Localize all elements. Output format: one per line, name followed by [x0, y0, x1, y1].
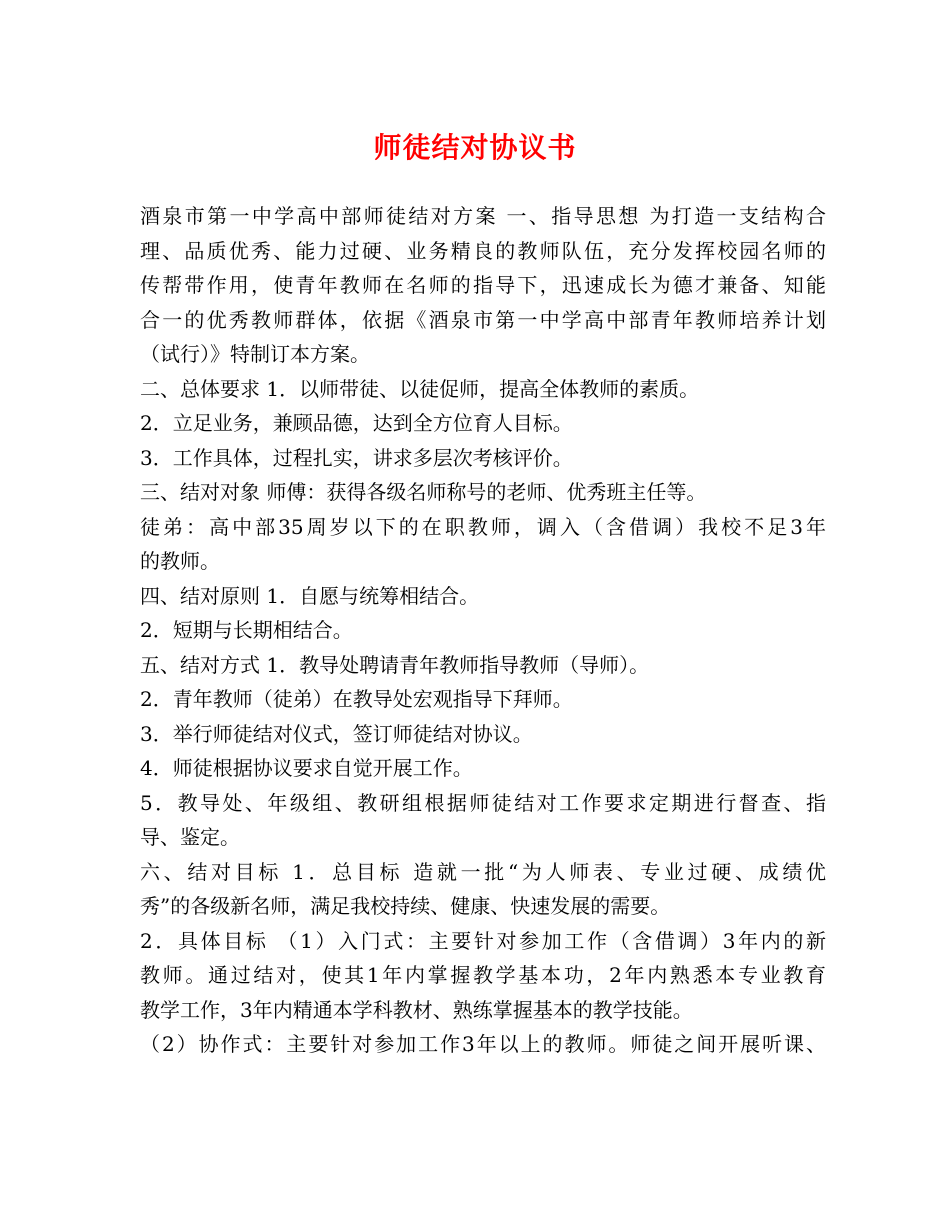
document-body: [140, 199, 830, 1062]
paragraph-line: 4．师徒根据协议要求自觉开展工作。: [140, 756, 473, 780]
paragraph-line: 2．具体目标 （1）入门式：主要针对参加工作（含借调）3年内的新: [140, 928, 826, 953]
paragraph-line: 二、总体要求 1．以师带徒、以徒促师，提高全体教师的素质。: [140, 376, 700, 401]
paragraph-line: 教师。通过结对，使其1年内掌握教学基本功，2年内熟悉本专业教育: [140, 963, 826, 987]
paragraph-line: 酒泉市第一中学高中部师徒结对方案 一、指导思想 为打造一支结构合: [140, 204, 826, 228]
paragraph-line: 3．举行师徒结对仪式，签订师徒结对协议。: [140, 721, 533, 746]
paragraph-line: 3．工作具体，过程扎实，讲求多层次考核评价。: [140, 445, 573, 470]
document-title: 师徒结对协议书: [373, 131, 577, 164]
paragraph-line: （试行）》特制订本方案。: [140, 342, 370, 366]
paragraph-line: 合一的优秀教师群体，依据《酒泉市第一中学高中部青年教师培养计划: [140, 307, 826, 332]
paragraph-line: 的教师。: [140, 549, 220, 573]
paragraph-line: 传帮带作用，使青年教师在名师的指导下，迅速成长为德才兼备、知能: [140, 273, 826, 297]
paragraph-line: 理、品质优秀、能力过硬、业务精良的教师队伍，充分发挥校园名师的: [140, 238, 826, 263]
paragraph-line: 四、结对原则 1．自愿与统筹相结合。: [140, 583, 480, 608]
paragraph-line: 三、结对对象 师傅：获得各级名师称号的老师、优秀班主任等。: [140, 480, 707, 504]
paragraph-line: 五、结对方式 1．教导处聘请青年教师指导教师（导师）。: [140, 652, 650, 677]
paragraph-line: 秀”的各级新名师，满足我校持续、健康、快速发展的需要。: [140, 894, 671, 918]
paragraph-line: （2）协作式：主要针对参加工作3年以上的教师。师徒之间开展听课、: [140, 1032, 826, 1056]
paragraph-line: 2．立足业务，兼顾品德，达到全方位育人目标。: [140, 411, 573, 435]
paragraph-line: 教学工作，3年内精通本学科教材、熟练掌握基本的教学技能。: [140, 997, 693, 1022]
paragraph-line: 5．教导处、年级组、教研组根据师徒结对工作要求定期进行督查、指: [140, 790, 826, 815]
paragraph-line: 导、鉴定。: [140, 825, 240, 849]
paragraph-line: 2．青年教师（徒弟）在教导处宏观指导下拜师。: [140, 687, 573, 711]
paragraph-line: 徒弟：高中部35周岁以下的在职教师，调入（含借调）我校不足3年: [140, 514, 826, 539]
paragraph-line: 六、结对目标 1．总目标 造就一批“为人师表、专业过硬、成绩优: [140, 859, 826, 884]
paragraph-line: 2．短期与长期相结合。: [140, 618, 353, 642]
